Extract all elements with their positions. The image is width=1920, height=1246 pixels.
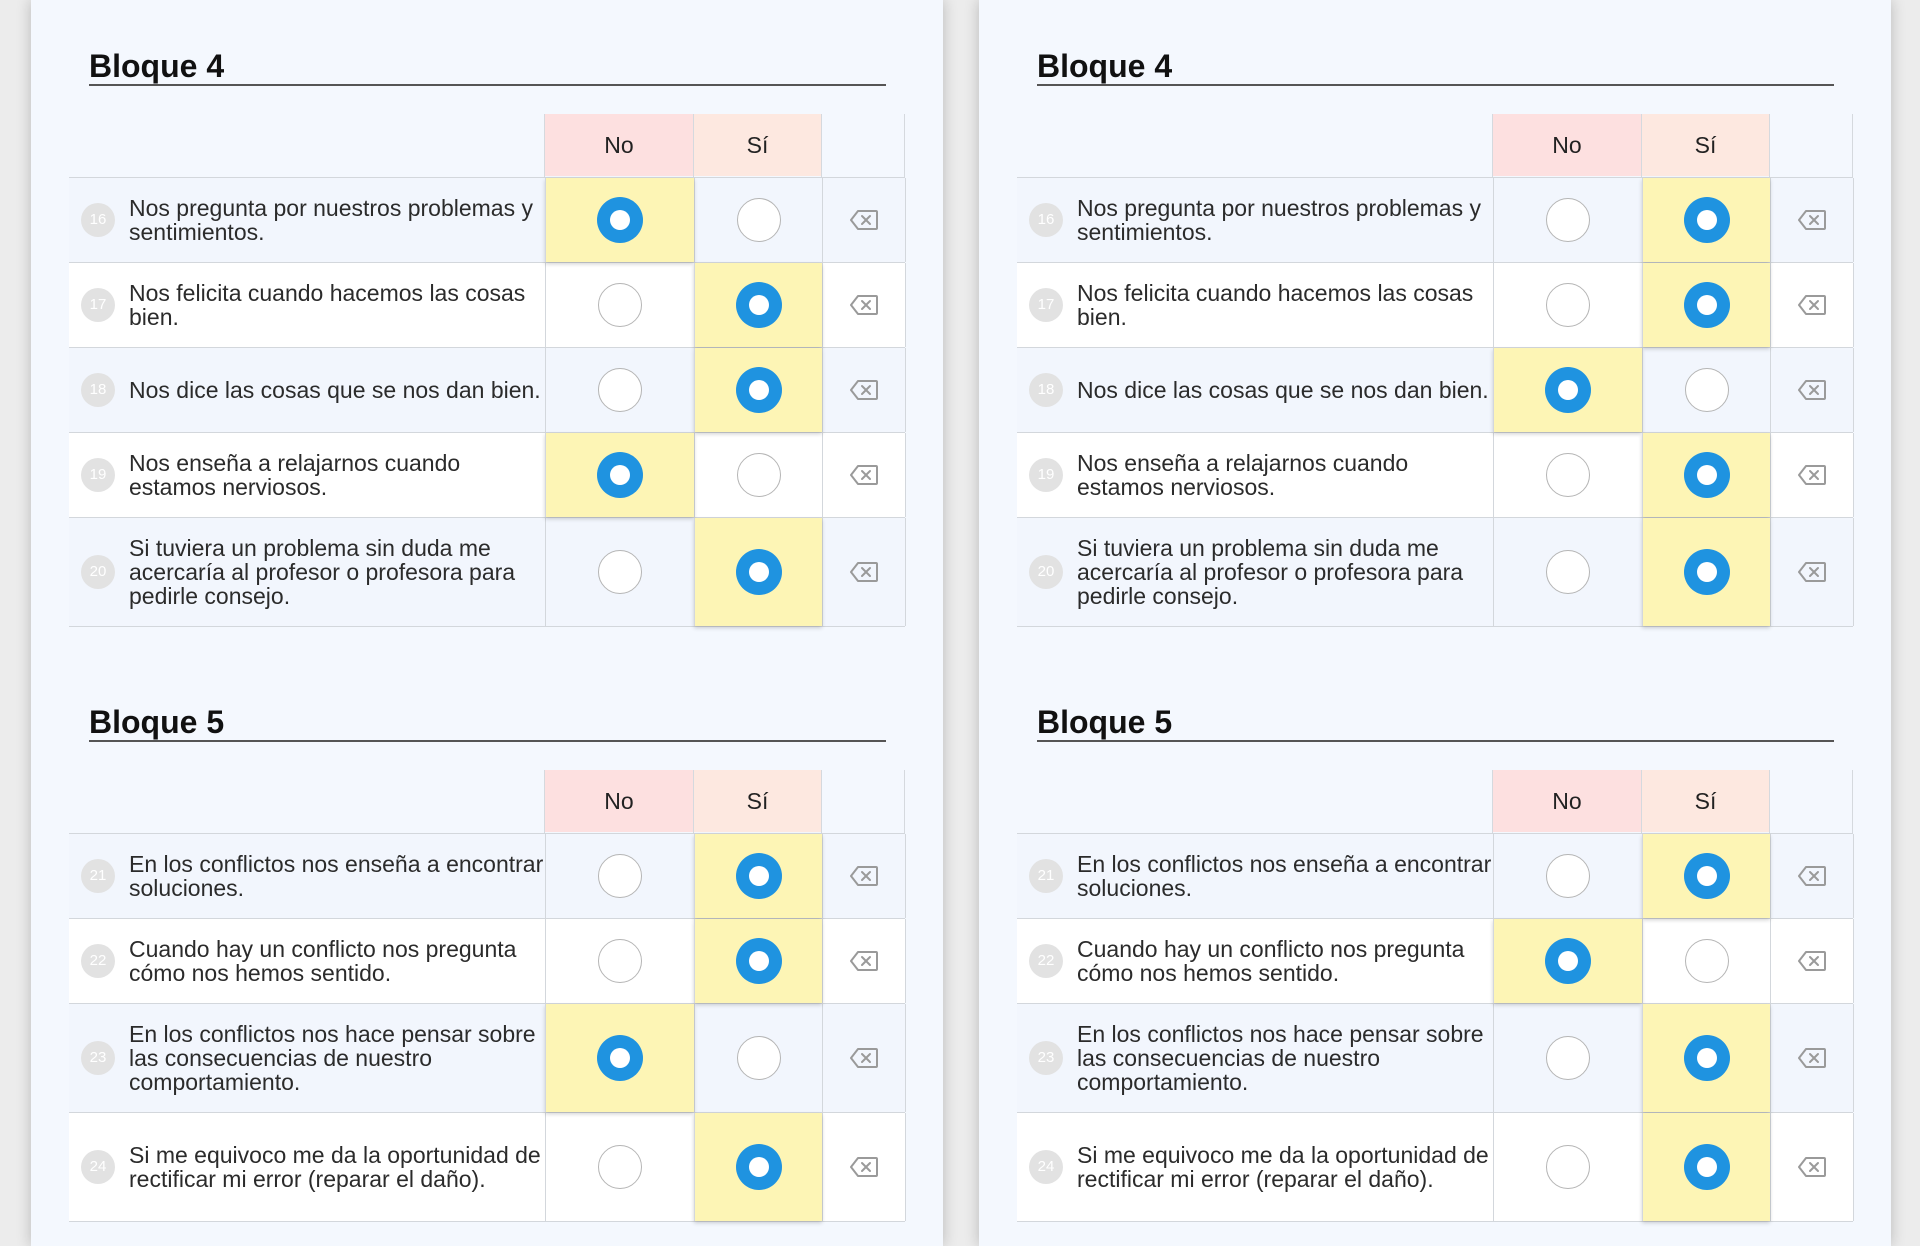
radio-si[interactable] (736, 853, 782, 899)
clear-backspace-icon[interactable] (1798, 380, 1826, 400)
answer-cell-no[interactable] (1493, 1113, 1642, 1221)
header-divider (1492, 114, 1493, 177)
survey-panel-right (979, 0, 1891, 1246)
header-no: No (545, 770, 693, 832)
answer-header-row (1017, 114, 1853, 177)
answer-cell-si[interactable] (1642, 518, 1770, 626)
question-number-badge: 22 (1029, 944, 1063, 978)
clear-backspace-icon[interactable] (850, 295, 878, 315)
answer-header-row (1017, 770, 1853, 833)
radio-si[interactable] (1684, 853, 1730, 899)
clear-backspace-icon[interactable] (850, 1157, 878, 1177)
clear-answer-cell[interactable] (822, 1004, 906, 1112)
question-text: Nos pregunta por nuestros problemas y sentimientos. (129, 195, 533, 245)
question-text: Cuando hay un conflicto nos pregunta cómo nos hemos sentido. (129, 936, 517, 986)
question-row (1017, 347, 1853, 432)
question-row (69, 432, 905, 517)
answer-cell-no[interactable] (545, 834, 694, 918)
question-text: En los conflictos nos enseña a encontrar soluciones. (1077, 851, 1492, 901)
radio-si[interactable] (736, 938, 782, 984)
answer-cell-no[interactable] (545, 1113, 694, 1221)
question-text: Nos dice las cosas que se nos dan bien. (129, 377, 541, 403)
question-row (69, 517, 905, 627)
question-block (1017, 30, 1853, 627)
clear-backspace-icon[interactable] (1798, 295, 1826, 315)
question-row (69, 177, 905, 262)
answer-cell-si[interactable] (1642, 919, 1770, 1003)
answer-cell-si[interactable] (1642, 834, 1770, 918)
answer-header-row (69, 770, 905, 833)
radio-no[interactable] (1546, 198, 1590, 242)
radio-no[interactable] (1546, 1145, 1590, 1189)
answer-cell-no[interactable] (1493, 1004, 1642, 1112)
answer-cell-no[interactable] (1493, 919, 1642, 1003)
clear-backspace-icon[interactable] (850, 465, 878, 485)
header-divider (1641, 770, 1642, 833)
question-text: Si me equivoco me da la oportunidad de rectificar mi error (reparar el daño). (129, 1142, 541, 1192)
radio-no[interactable] (1546, 283, 1590, 327)
header-no: No (1493, 770, 1641, 832)
question-row (1017, 1112, 1853, 1222)
question-number-badge: 17 (81, 288, 115, 322)
clear-answer-cell[interactable] (822, 518, 906, 626)
answer-cell-no[interactable] (1493, 178, 1642, 262)
question-text: Si tuviera un problema sin duda me acercaría al profesor o profesora para pedirle consejo. (1077, 535, 1464, 609)
answer-cell-si[interactable] (694, 263, 822, 347)
radio-no[interactable] (1546, 1036, 1590, 1080)
radio-no[interactable] (597, 1035, 643, 1081)
radio-no[interactable] (1546, 453, 1590, 497)
radio-si[interactable] (737, 198, 781, 242)
question-text: Nos felicita cuando hacemos las cosas bien. (1077, 280, 1474, 330)
question-number-badge: 16 (81, 203, 115, 237)
question-number-badge: 18 (1029, 373, 1063, 407)
question-row (1017, 432, 1853, 517)
clear-backspace-icon[interactable] (850, 210, 878, 230)
question-row (69, 1003, 905, 1112)
answer-cell-no[interactable] (1493, 834, 1642, 918)
question-text: En los conflictos nos hace pensar sobre las consecuencias de nuestro comportamiento. (129, 1021, 536, 1095)
question-number-badge: 23 (81, 1041, 115, 1075)
question-text: Nos dice las cosas que se nos dan bien. (1077, 377, 1489, 403)
clear-answer-cell[interactable] (1770, 1113, 1854, 1221)
question-number-badge: 24 (81, 1150, 115, 1184)
radio-si[interactable] (736, 282, 782, 328)
question-row (1017, 1003, 1853, 1112)
question-text: Cuando hay un conflicto nos pregunta cómo nos hemos sentido. (1077, 936, 1465, 986)
radio-no[interactable] (598, 550, 642, 594)
clear-backspace-icon[interactable] (1798, 210, 1826, 230)
survey-panel-left (31, 0, 943, 1246)
clear-answer-cell[interactable] (822, 433, 906, 517)
question-row (1017, 918, 1853, 1003)
clear-backspace-icon[interactable] (1798, 562, 1826, 582)
answer-cell-si[interactable] (1642, 263, 1770, 347)
question-number-badge: 18 (81, 373, 115, 407)
clear-answer-cell[interactable] (1770, 1004, 1854, 1112)
clear-answer-cell[interactable] (1770, 919, 1854, 1003)
block-title: Bloque 4 (1037, 30, 1834, 86)
question-block (1017, 686, 1853, 1222)
radio-no[interactable] (598, 939, 642, 983)
clear-backspace-icon[interactable] (1798, 465, 1826, 485)
answer-cell-no[interactable] (545, 1004, 694, 1112)
clear-answer-cell[interactable] (1770, 178, 1854, 262)
clear-answer-cell[interactable] (1770, 433, 1854, 517)
clear-backspace-icon[interactable] (1798, 866, 1826, 886)
clear-backspace-icon[interactable] (850, 562, 878, 582)
radio-no[interactable] (598, 1145, 642, 1189)
clear-answer-cell[interactable] (822, 348, 906, 432)
question-row (1017, 833, 1853, 918)
radio-no[interactable] (598, 368, 642, 412)
header-divider (693, 770, 694, 833)
clear-answer-cell[interactable] (822, 178, 906, 262)
clear-answer-cell[interactable] (822, 834, 906, 918)
answer-cell-si[interactable] (1642, 178, 1770, 262)
radio-no[interactable] (1546, 854, 1590, 898)
answer-cell-si[interactable] (694, 178, 822, 262)
header-divider (904, 770, 905, 833)
answer-cell-si[interactable] (1642, 348, 1770, 432)
radio-si[interactable] (1684, 1144, 1730, 1190)
clear-answer-cell[interactable] (1770, 518, 1854, 626)
header-divider (1769, 114, 1770, 177)
answer-cell-no[interactable] (545, 518, 694, 626)
radio-si[interactable] (1684, 549, 1730, 595)
question-number-badge: 19 (1029, 458, 1063, 492)
question-text: Nos felicita cuando hacemos las cosas bien. (129, 280, 526, 330)
question-row (69, 262, 905, 347)
question-row (1017, 517, 1853, 627)
question-number-badge: 19 (81, 458, 115, 492)
question-text: Si tuviera un problema sin duda me acercaría al profesor o profesora para pedirle consejo. (129, 535, 516, 609)
radio-si[interactable] (1684, 1035, 1730, 1081)
question-row (1017, 262, 1853, 347)
clear-backspace-icon[interactable] (850, 866, 878, 886)
clear-backspace-icon[interactable] (850, 951, 878, 971)
header-si: Sí (694, 114, 821, 176)
question-number-badge: 20 (1029, 555, 1063, 589)
block-title: Bloque 4 (89, 30, 886, 86)
header-divider (821, 770, 822, 833)
clear-answer-cell[interactable] (822, 263, 906, 347)
question-row (69, 347, 905, 432)
question-text: Nos enseña a relajarnos cuando estamos nerviosos. (1077, 450, 1409, 500)
header-si: Sí (1642, 114, 1769, 176)
clear-answer-cell[interactable] (1770, 834, 1854, 918)
question-row (69, 918, 905, 1003)
answer-cell-no[interactable] (1493, 263, 1642, 347)
answer-cell-no[interactable] (1493, 348, 1642, 432)
question-number-badge: 16 (1029, 203, 1063, 237)
answer-cell-no[interactable] (545, 263, 694, 347)
answer-cell-no[interactable] (1493, 433, 1642, 517)
answer-cell-si[interactable] (1642, 433, 1770, 517)
header-divider (544, 114, 545, 177)
question-block (69, 686, 905, 1222)
question-row (69, 833, 905, 918)
question-number-badge: 17 (1029, 288, 1063, 322)
radio-si[interactable] (1685, 939, 1729, 983)
question-text: Si me equivoco me da la oportunidad de rectificar mi error (reparar el daño). (1077, 1142, 1489, 1192)
question-block (69, 30, 905, 627)
radio-no[interactable] (597, 197, 643, 243)
clear-backspace-icon[interactable] (1798, 951, 1826, 971)
header-divider (1852, 770, 1853, 833)
question-text: Nos enseña a relajarnos cuando estamos nerviosos. (129, 450, 461, 500)
header-divider (1852, 114, 1853, 177)
question-text: Nos pregunta por nuestros problemas y sentimientos. (1077, 195, 1481, 245)
answer-cell-si[interactable] (694, 433, 822, 517)
question-row (1017, 177, 1853, 262)
answer-cell-no[interactable] (1493, 518, 1642, 626)
header-no: No (545, 114, 693, 176)
radio-no[interactable] (598, 854, 642, 898)
question-row (69, 1112, 905, 1222)
clear-backspace-icon[interactable] (850, 380, 878, 400)
clear-answer-cell[interactable] (822, 1113, 906, 1221)
answer-cell-no[interactable] (545, 178, 694, 262)
radio-si[interactable] (1684, 282, 1730, 328)
answer-cell-si[interactable] (694, 518, 822, 626)
block-title: Bloque 5 (89, 686, 886, 742)
header-no: No (1493, 114, 1641, 176)
question-text: En los conflictos nos hace pensar sobre las consecuencias de nuestro comportamiento. (1077, 1021, 1484, 1095)
answer-cell-no[interactable] (545, 348, 694, 432)
question-number-badge: 23 (1029, 1041, 1063, 1075)
answer-cell-si[interactable] (694, 834, 822, 918)
header-divider (821, 114, 822, 177)
header-divider (693, 114, 694, 177)
question-number-badge: 21 (1029, 859, 1063, 893)
radio-no[interactable] (598, 283, 642, 327)
clear-answer-cell[interactable] (1770, 263, 1854, 347)
block-title: Bloque 5 (1037, 686, 1834, 742)
clear-answer-cell[interactable] (822, 919, 906, 1003)
answer-cell-no[interactable] (545, 919, 694, 1003)
question-text: En los conflictos nos enseña a encontrar soluciones. (129, 851, 544, 901)
radio-si[interactable] (736, 1144, 782, 1190)
radio-no[interactable] (1545, 367, 1591, 413)
answer-cell-no[interactable] (545, 433, 694, 517)
clear-backspace-icon[interactable] (1798, 1048, 1826, 1068)
radio-si[interactable] (1685, 368, 1729, 412)
clear-backspace-icon[interactable] (1798, 1157, 1826, 1177)
answer-cell-si[interactable] (694, 348, 822, 432)
question-number-badge: 24 (1029, 1150, 1063, 1184)
question-number-badge: 21 (81, 859, 115, 893)
header-divider (544, 770, 545, 833)
radio-si[interactable] (1684, 197, 1730, 243)
radio-si[interactable] (1684, 452, 1730, 498)
answer-cell-si[interactable] (1642, 1004, 1770, 1112)
answer-cell-si[interactable] (1642, 1113, 1770, 1221)
radio-si[interactable] (736, 549, 782, 595)
clear-backspace-icon[interactable] (850, 1048, 878, 1068)
radio-no[interactable] (597, 452, 643, 498)
header-divider (1769, 770, 1770, 833)
answer-cell-si[interactable] (694, 1004, 822, 1112)
question-number-badge: 20 (81, 555, 115, 589)
header-divider (904, 114, 905, 177)
header-divider (1492, 770, 1493, 833)
header-si: Sí (1642, 770, 1769, 832)
radio-si[interactable] (736, 367, 782, 413)
radio-no[interactable] (1545, 938, 1591, 984)
answer-cell-si[interactable] (694, 1113, 822, 1221)
header-si: Sí (694, 770, 821, 832)
answer-cell-si[interactable] (694, 919, 822, 1003)
header-divider (1641, 114, 1642, 177)
radio-si[interactable] (737, 453, 781, 497)
radio-si[interactable] (737, 1036, 781, 1080)
radio-no[interactable] (1546, 550, 1590, 594)
question-number-badge: 22 (81, 944, 115, 978)
answer-header-row (69, 114, 905, 177)
clear-answer-cell[interactable] (1770, 348, 1854, 432)
